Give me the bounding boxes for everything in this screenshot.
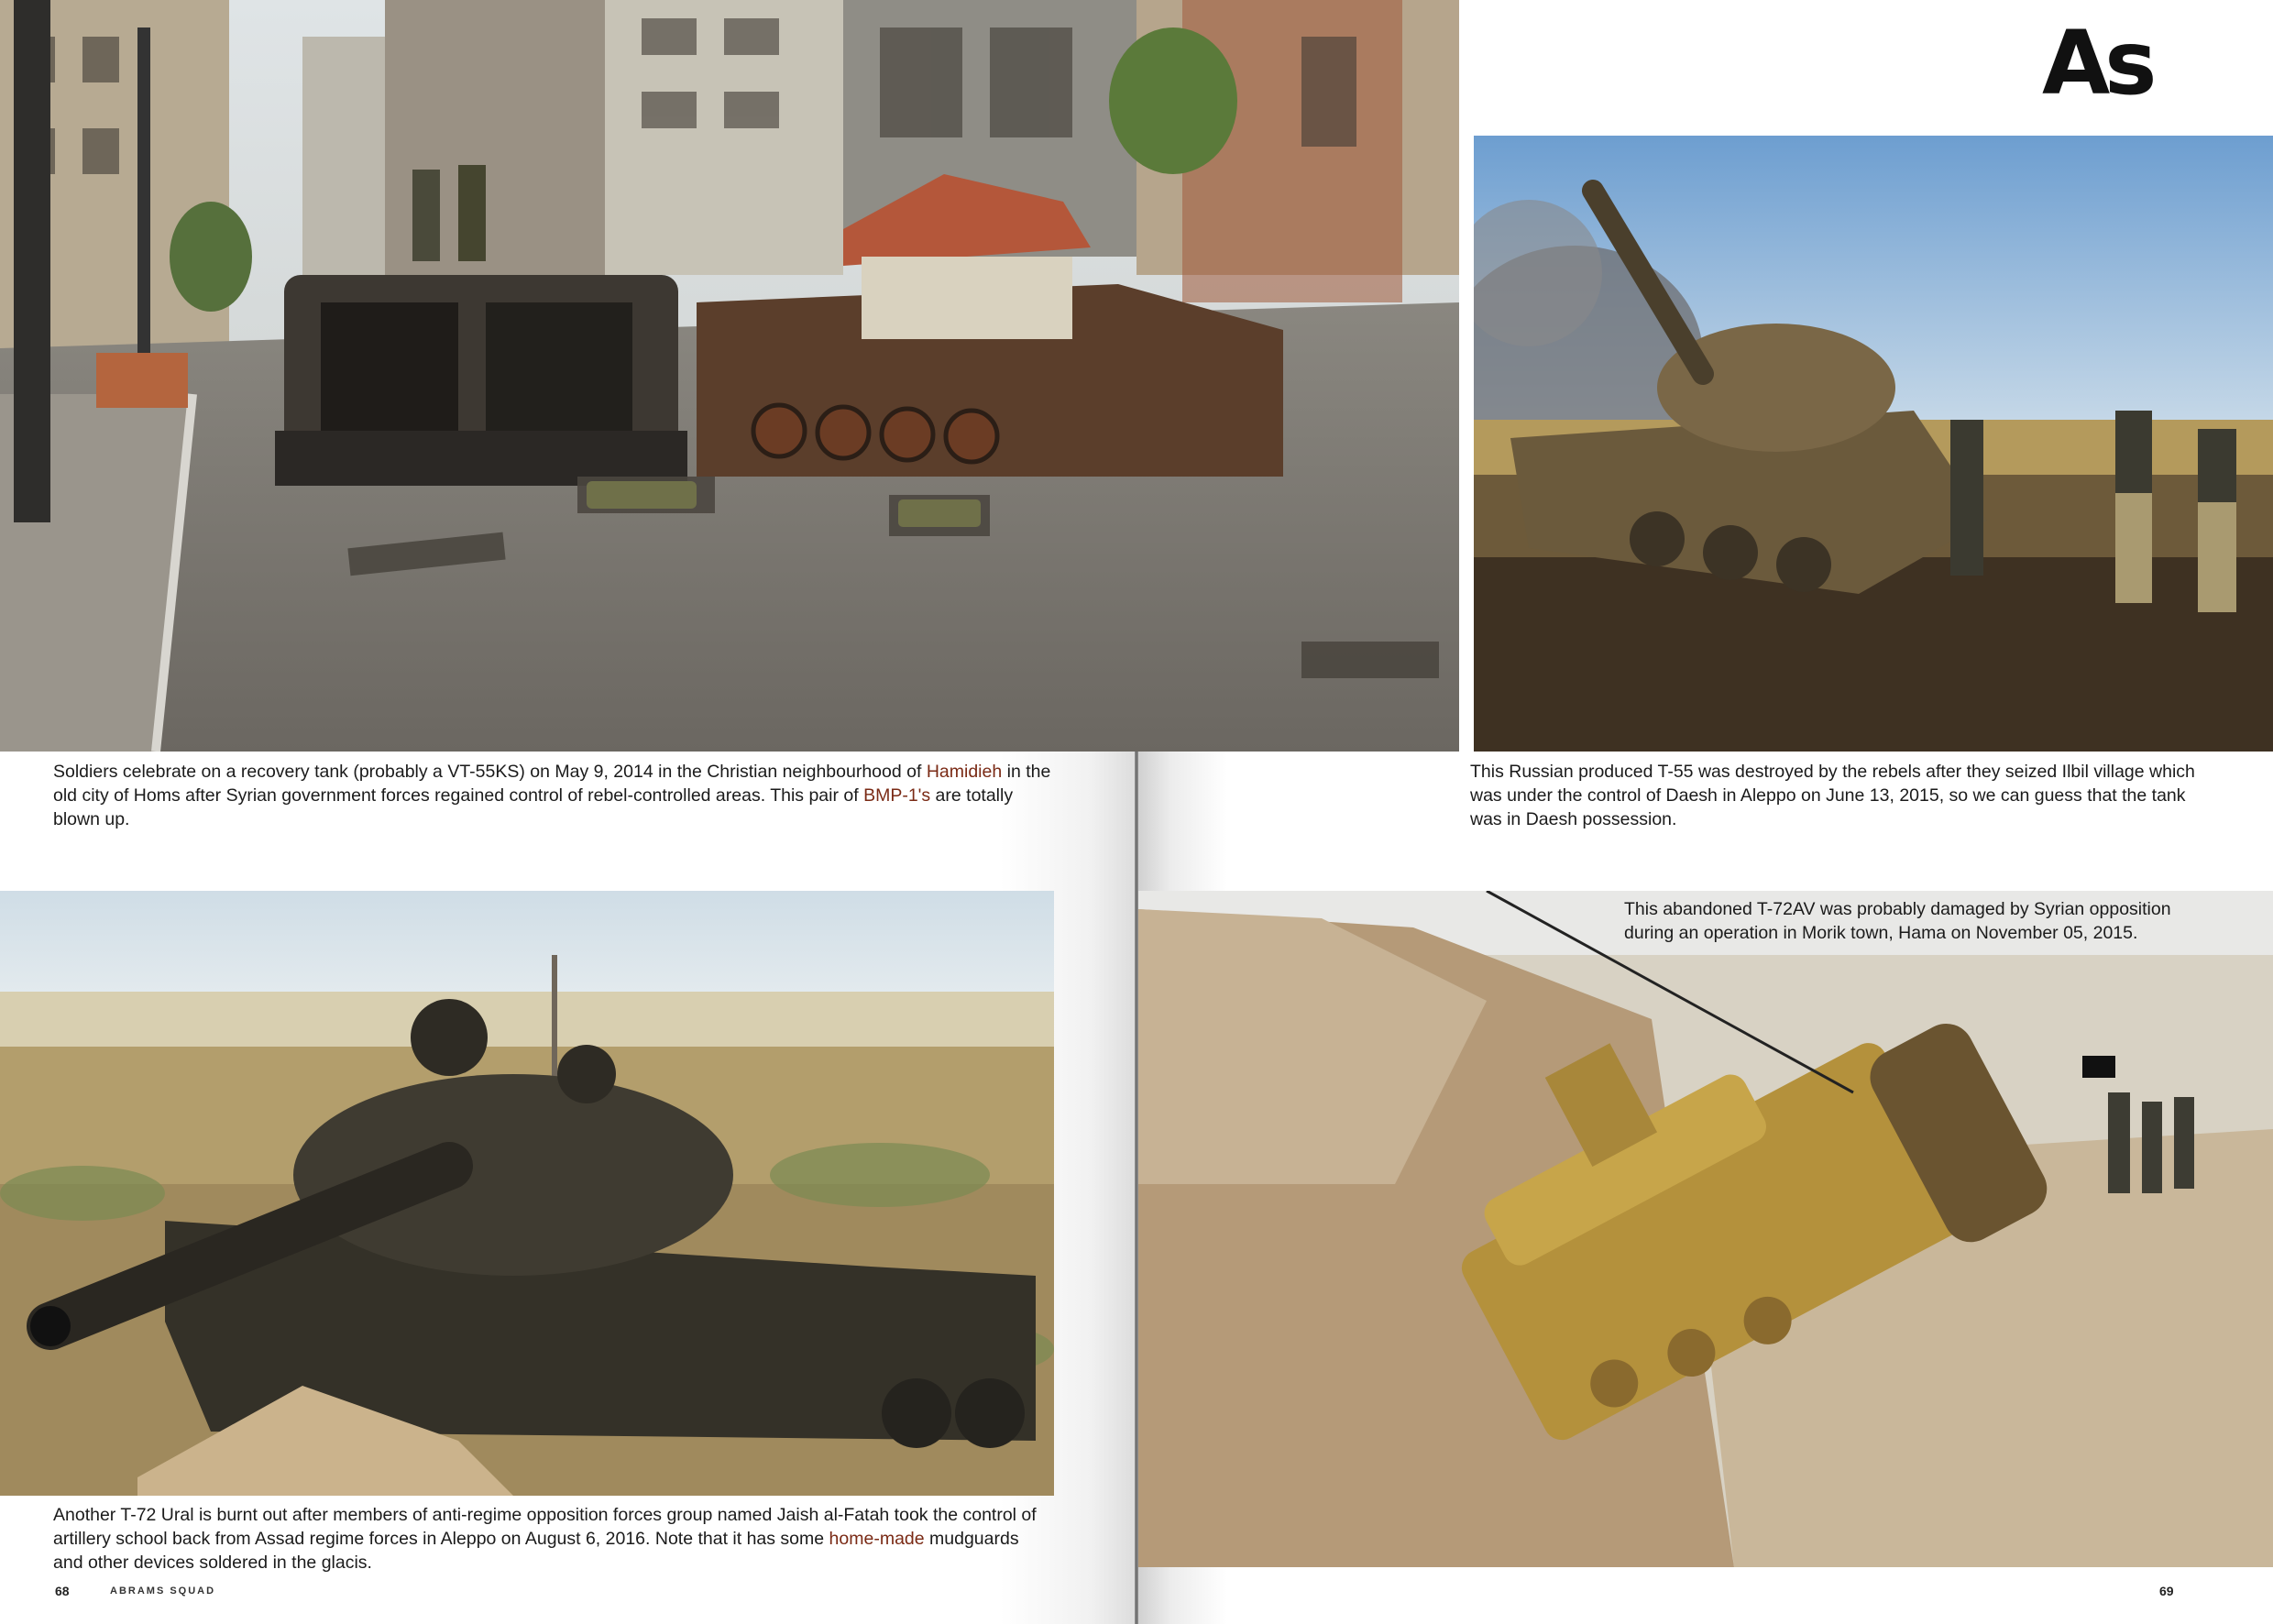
caption-t72av: This abandoned T-72AV was probably damaged by Syrian opposition during an operation in Morik town, Hama on November 05, 2015.	[1624, 899, 2171, 943]
caption-homs-place: Hamidieh	[926, 762, 1003, 782]
caption-ural-part1: Another T-72 Ural is burnt out after members of anti-regime opposition forces group named Jaish al-Fatah took the control of artillery school back from Assad regime forces in Aleppo on August 6, 2016. Note that it has some	[53, 1505, 1037, 1549]
logo-text: As	[2042, 12, 2152, 115]
caption-ural-highlight: home-made	[829, 1529, 925, 1549]
caption-homs-part2: in the old city of Homs after Syrian government forces regained control of rebel-controlled areas. This pair of	[53, 762, 1051, 806]
running-title: ABRAMS SQUAD	[110, 1586, 216, 1597]
caption-ural-part2: mudguards and other devices soldered in the glacis.	[53, 1529, 1019, 1573]
caption-homs-part3: are totally blown up.	[53, 785, 1014, 829]
caption-homs-vehicle: BMP-1's	[863, 785, 931, 806]
page-number-right: 69	[2159, 1584, 2174, 1598]
photo-t55-aleppo	[1474, 136, 2273, 752]
caption-homs-part1: Soldiers celebrate on a recovery tank (probably a VT-55KS) on May 9, 2014 in the Christian neighbourhood of	[53, 762, 927, 782]
caption-t72-ural	[53, 1503, 1043, 1575]
publisher-logo	[2042, 13, 2225, 114]
page-number-left: 68	[55, 1584, 70, 1598]
photo-homs-street	[0, 0, 1459, 752]
caption-homs	[53, 760, 1052, 831]
photo-t72-ural	[0, 891, 1054, 1496]
photo-t72av-morik	[1138, 891, 2273, 1567]
caption-t55: This Russian produced T-55 was destroyed by the rebels after they seized Ilbil village which was under the control of Daesh in Aleppo on June 13, 2015, so we can guess that the tank was in Daesh possession.	[1470, 762, 2195, 829]
